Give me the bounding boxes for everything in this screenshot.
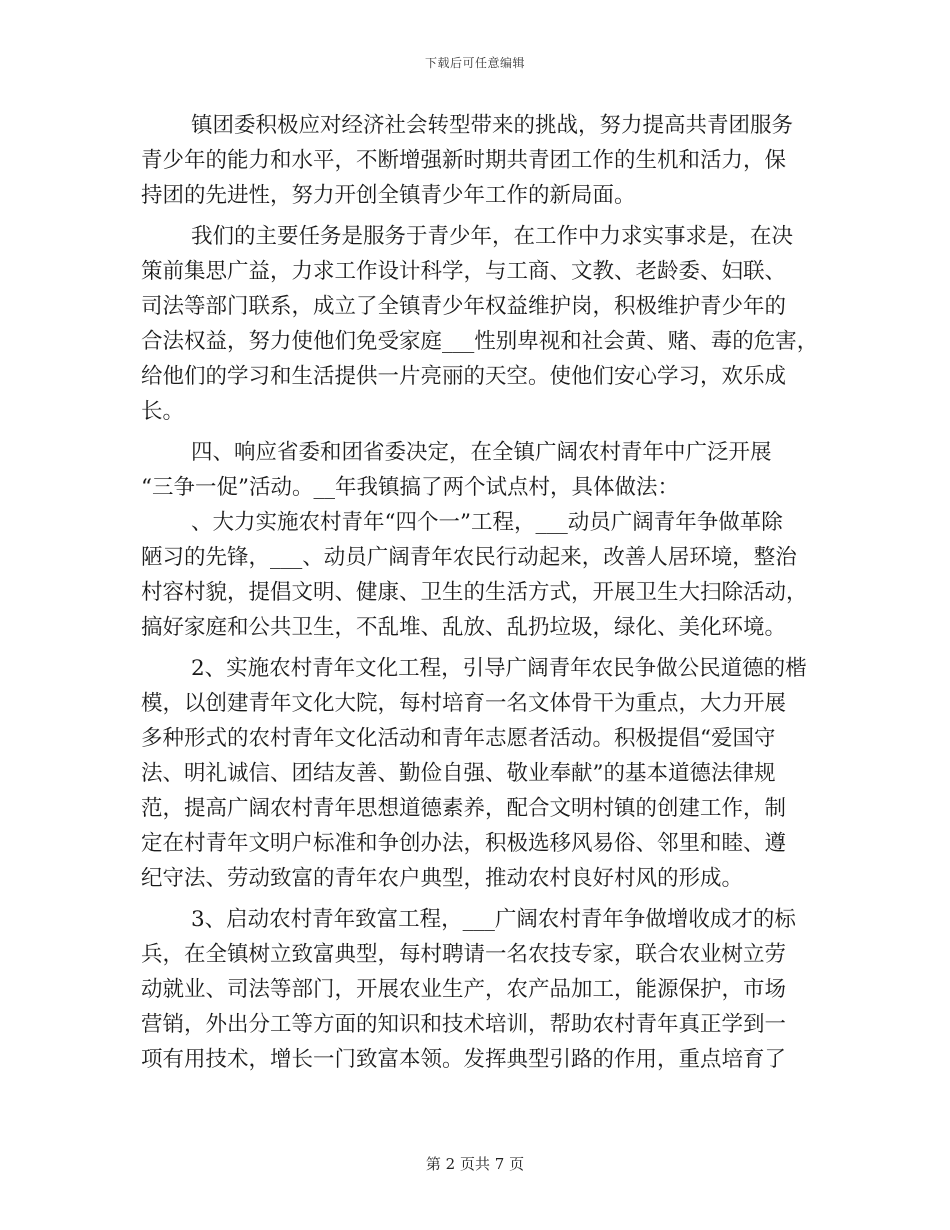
text-line: 项有用技术，增长一门致富本领。发挥典型引路的作用，重点培育了 bbox=[141, 1047, 787, 1072]
text-line: 2、实施农村青年文化工程，引导广阔青年农民争做公民道德的楷 bbox=[191, 656, 807, 681]
paragraph-4 bbox=[141, 505, 809, 645]
text-line: 镇团委积极应对经济社会转型带来的挑战，努力提高共青团服务 bbox=[191, 113, 794, 138]
page-number: 第 2 页共 7 页 bbox=[425, 1155, 525, 1173]
text-line: 给他们的学习和生活提供一片亮丽的天空。使他们安心学习，欢乐成 bbox=[141, 364, 787, 389]
text-line: “三争一促”活动。__年我镇搞了两个试点村，具体做法： bbox=[141, 475, 679, 500]
text-line: 合法权益，努力使他们免受家庭___性别卑视和社会黄、赌、毒的危害， bbox=[141, 329, 819, 354]
text-line: 村容村貌，提倡文明、健康、卫生的生活方式，开展卫生大扫除活动， bbox=[141, 580, 808, 605]
text-line: 3、启动农村青年致富工程，___广阔农村青年争做增收成才的标 bbox=[191, 907, 796, 932]
text-line: 司法等部门联系，成立了全镇青少年权益维护岗，积极维护青少年的 bbox=[141, 294, 787, 319]
text-line: 我们的主要任务是服务于青少年，在工作中力求实事求是，在决 bbox=[191, 224, 794, 249]
text-line: 模，以创建青年文化大院，每村培育一名文体骨干为重点，大力开展 bbox=[141, 691, 787, 716]
text-line: 兵，在全镇树立致富典型，每村聘请一名农技专家，联合农业树立劳 bbox=[141, 942, 787, 967]
text-line: 营销，外出分工等方面的知识和技术培训，帮助农村青年真正学到一 bbox=[141, 1012, 787, 1037]
text-line: 陋习的先锋，___、动员广阔青年农民行动起来，改善人居环境，整治 bbox=[141, 545, 797, 570]
text-line: 范，提高广阔农村青年思想道德素养，配合文明村镇的创建工作，制 bbox=[141, 796, 787, 821]
text-line: 定在村青年文明户标准和争创办法，积极选移风易俗、邻里和睦、遵 bbox=[141, 831, 787, 856]
text-line: 策前集思广益，力求工作设计科学，与工商、文教、老龄委、妇联、 bbox=[141, 259, 787, 284]
text-line: 长。 bbox=[141, 399, 185, 424]
text-line: 四、响应省委和团省委决定，在全镇广阔农村青年中广泛开展 bbox=[191, 440, 772, 465]
text-line: 动就业、司法等部门，开展农业生产，农产品加工，能源保护，市场 bbox=[141, 977, 787, 1002]
text-line: 青少年的能力和水平，不断增强新时期共青团工作的生机和活力，保 bbox=[141, 148, 787, 173]
page-header: 下载后可任意编辑 bbox=[424, 56, 525, 70]
text-line: 多种形式的农村青年文化活动和青年志愿者活动。积极提倡“爱国守 bbox=[141, 726, 776, 751]
text-line: 、大力实施农村青年“四个一”工程，___动员广阔青年争做革除 bbox=[191, 510, 783, 535]
document-body bbox=[141, 108, 819, 1077]
paragraph-3 bbox=[141, 435, 809, 505]
text-line: 搞好家庭和公共卫生，不乱堆、乱放、乱扔垃圾，绿化、美化环境。 bbox=[141, 615, 787, 640]
paragraph-5 bbox=[141, 651, 809, 896]
paragraph-1 bbox=[141, 108, 809, 213]
text-line: 持团的先进性，努力开创全镇青少年工作的新局面。 bbox=[141, 183, 636, 208]
text-line: 纪守法、劳动致富的青年农户典型，推动农村良好村风的形成。 bbox=[141, 866, 744, 891]
text-line: 法、明礼诚信、团结友善、勤俭自强、敬业奉献”的基本道德法律规 bbox=[141, 761, 776, 786]
paragraph-2 bbox=[141, 219, 819, 429]
paragraph-6 bbox=[141, 902, 809, 1077]
